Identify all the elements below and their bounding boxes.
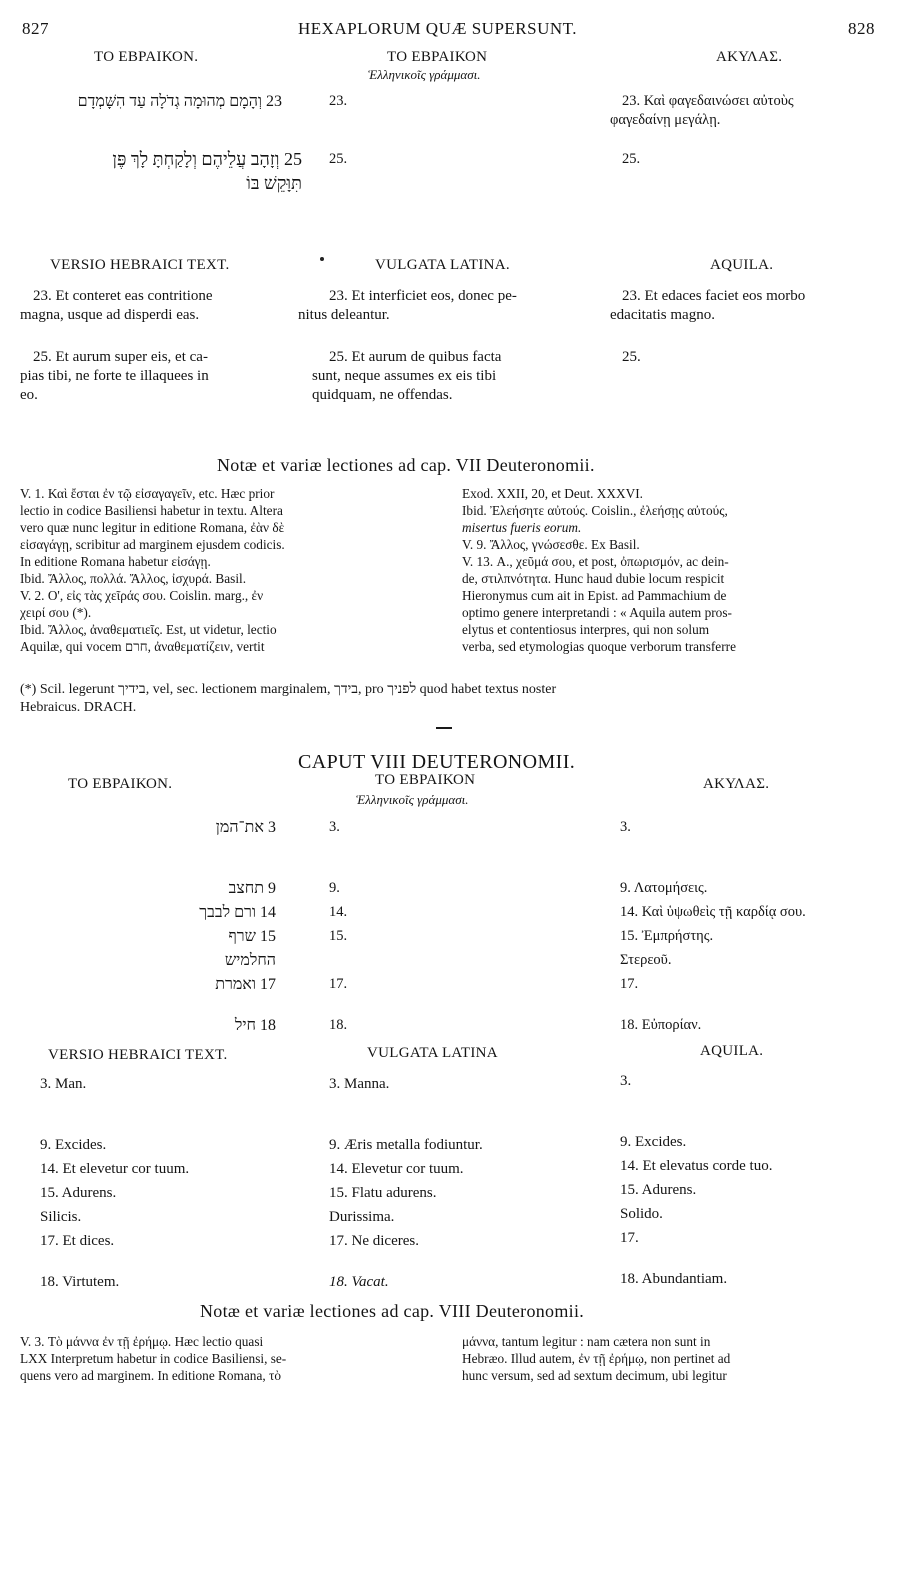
notes-vii-right-column [462, 485, 888, 655]
note-line: V. 2. Ο', εἰς τὰς χεῖράς σου. Coislin. marg., ἐν [20, 588, 264, 603]
column-heading-vulgata: VULGATA LATINA. [375, 257, 510, 273]
column-heading-versio: VERSIO HEBRAICI TEXT. [50, 257, 230, 273]
note-line: εἰσαγάγῃ, scribitur ad marginem ejusdem codicis. [20, 537, 285, 552]
chapter-column-subheading: Ἑλληνικοῖς γράμμασι. [356, 792, 469, 807]
aquila-latin-verse-23-line1: 23. Et edaces faciet eos morbo [622, 288, 806, 304]
chapter-aquila-latin-9: 9. Excides. [620, 1134, 687, 1150]
note-line: V. 1. Καὶ ἔσται ἐν τῷ εἰσαγαγεῖν, etc. Hæc prior [20, 486, 275, 501]
chapter-greek-9: 9. [329, 880, 340, 896]
note-line: V. 3. Τὸ μάννα ἐν τῇ ἐρήμῳ. Hæc lectio quasi [20, 1334, 264, 1349]
chapter-aquila-15: 15. Ἐμπρήστης. [620, 928, 714, 944]
note-line: μάννα, tantum legitur : nam cætera non sunt in [462, 1334, 711, 1349]
note-line: Hebræo. Illud autem, ἐν τῇ ἐρήμῳ, non pertinet ad [462, 1351, 731, 1366]
vulgata-verse-23-line1: 23. Et interficiet eos, donec pe- [329, 288, 517, 304]
note-line: misertus fueris eorum. [462, 520, 582, 535]
chapter-aquila-17: 17. [620, 976, 639, 992]
greek-verse-23: 23. [329, 93, 348, 109]
note-line: elytus et contentiosus interpres, qui non solum [462, 622, 710, 637]
notes-vii-heading: Notæ et variæ lectiones ad cap. VII Deuteronomii. [217, 455, 595, 475]
chapter-aquila-latin-15b: Solido. [620, 1206, 663, 1222]
section-divider [436, 727, 452, 729]
column-heading-hebrew: ΤΟ ΕΒΡΑΙΚΟΝ. [94, 49, 199, 65]
chapter-versio-17: 17. Et dices. [40, 1233, 115, 1249]
note-line: vero quæ nunc legitur in editione Romana, ἐὰν δὲ [20, 520, 285, 535]
chapter-aquila-18: 18. Εὐπορίαν. [620, 1017, 702, 1033]
chapter-vulgata-15: 15. Flatu adurens. [329, 1185, 437, 1201]
chapter-vulgata-15b: Durissima. [329, 1209, 395, 1225]
chapter-versio-9: 9. Excides. [40, 1137, 107, 1153]
notes-viii-left-column [20, 1333, 442, 1384]
chapter-aquila-latin-3: 3. [620, 1073, 632, 1089]
column-heading-aquila-latin: AQUILA. [710, 257, 774, 273]
note-line: de, στιλπνότητα. Hunc haud dubie locum respicit [462, 571, 725, 586]
aquila-verse-23-line2: φαγεδαίνῃ μεγάλῃ. [610, 112, 721, 128]
chapter-versio-15b: Silicis. [40, 1209, 82, 1225]
running-title: HEXAPLORUM QUÆ SUPERSUNT. [298, 19, 578, 38]
chapter-versio-3: 3. Man. [40, 1076, 87, 1092]
page-number-right: 828 [848, 19, 875, 38]
chapter-hebrew-9: 9 תחצב [228, 880, 276, 897]
column-subheading-greek-letters: Ἑλληνικοῖς γράμμασι. [368, 67, 481, 82]
chapter-aquila-latin-15: 15. Adurens. [620, 1182, 697, 1198]
note-line: Ibid. Ἐλεήσητε αὐτούς. Coislin., ἐλεήσῃς αὐτούς, [462, 503, 728, 518]
vulgata-verse-25-line2: sunt, neque assumes ex eis tibi [312, 368, 497, 384]
page-number-left: 827 [22, 19, 49, 38]
note-line: Aquilæ, qui vocem חרם, ἀναθεματίζειν, vertit [20, 639, 265, 654]
chapter-aquila-latin-18: 18. Abundantiam. [620, 1271, 728, 1287]
chapter-hebrew-15: 15 שרף [228, 928, 276, 945]
note-line: verba, sed etymologias quoque verborum transferre [462, 639, 736, 654]
greek-verse-25: 25. [329, 151, 348, 167]
chapter-title: CAPUT VIII DEUTERONOMII. [298, 751, 576, 773]
versio-verse-25-line1: 25. Et aurum super eis, et ca- [33, 349, 208, 365]
versio-verse-23-line2: magna, usque ad disperdi eas. [20, 307, 200, 323]
chapter-aquila-9: 9. Λατομήσεις. [620, 880, 708, 896]
aquila-verse-25: 25. [622, 151, 641, 167]
notes-vii-left-column [20, 485, 442, 655]
chapter-aquila-latin-14: 14. Et elevatus corde tuo. [620, 1158, 773, 1174]
chapter-aquila-3: 3. [620, 819, 631, 835]
note-line: χειρί σου (*). [20, 605, 92, 620]
notes-viii-right-column [462, 1333, 888, 1384]
note-line: Hieronymus cum ait in Epist. ad Pammachium de [462, 588, 727, 603]
chapter-aquila-14: 14. Καὶ ὑψωθεὶς τῇ καρδίᾳ σου. [620, 904, 806, 920]
versio-verse-25-line3: eo. [20, 387, 38, 403]
chapter-versio-15: 15. Adurens. [40, 1185, 117, 1201]
footnote-line-1: (*) Scil. legerunt בידיך, vel, sec. lectionem marginalem, בידך, pro לפניך quod habet textus noster [20, 682, 557, 697]
chapter-greek-17: 17. [329, 976, 348, 992]
chapter-vulgata-9: 9. Æris metalla fodiuntur. [329, 1137, 483, 1153]
chapter-aquila-latin-17: 17. [620, 1230, 639, 1246]
note-line: optimo genere interpretandi : « Aquila autem pros- [462, 605, 732, 620]
chapter-column-heading-hebrew-greek: ΤΟ ΕΒΡΑΙΚΟΝ [375, 772, 476, 788]
chapter-hebrew-17: 17 ואמרת [215, 976, 276, 993]
chapter-column-heading-hebrew: ΤΟ ΕΒΡΑΙΚΟΝ. [68, 776, 173, 792]
aquila-latin-verse-25: 25. [622, 349, 641, 365]
chapter-greek-18: 18. [329, 1017, 348, 1033]
note-line: Ibid. Ἄλλος, ἀναθεματιεῖς. Est, ut videtur, lectio [20, 622, 277, 637]
footnote-line-2: Hebraicus. DRACH. [20, 700, 137, 715]
chapter-column-heading-aquila: ΑΚΥΛΑΣ. [703, 776, 770, 792]
chapter-vulgata-18: 18. Vacat. [329, 1274, 389, 1290]
vulgata-verse-25-line1: 25. Et aurum de quibus facta [329, 349, 502, 365]
chapter-greek-14: 14. [329, 904, 348, 920]
chapter-greek-15: 15. [329, 928, 348, 944]
aquila-verse-23-line1: 23. Καὶ φαγεδαινώσει αὐτοὺς [622, 93, 794, 109]
chapter-versio-18: 18. Virtutem. [40, 1274, 120, 1290]
chapter-greek-3: 3. [329, 819, 340, 835]
chapter-hebrew-14: 14 ורם לבבך [199, 904, 276, 921]
hebrew-verse-25-line1: 25 וְזָהָב עֲלֵיהֶם וְלָקַחְתָּ לָךְ פֶּן [112, 149, 302, 169]
chapter-vulgata-17: 17. Ne diceres. [329, 1233, 419, 1249]
chapter-hebrew-15b: החלמיש [224, 952, 276, 969]
notes-viii-heading: Notæ et variæ lectiones ad cap. VIII Deuteronomii. [200, 1301, 585, 1321]
chapter-hebrew-18: 18 חיל [234, 1017, 276, 1034]
vulgata-verse-25-line3: quidquam, ne offendas. [312, 387, 453, 403]
aquila-latin-verse-23-line2: edacitatis magno. [610, 307, 715, 323]
chapter-latin-heading-aquila: AQUILA. [700, 1043, 764, 1059]
versio-verse-25-line2: pias tibi, ne forte te illaquees in [20, 368, 209, 384]
note-line: V. 9. Ἄλλος, γνώσεσθε. Ex Basil. [462, 537, 640, 552]
chapter-vulgata-14: 14. Elevetur cor tuum. [329, 1161, 464, 1177]
chapter-aquila-15b: Στερεοῦ. [620, 952, 672, 968]
chapter-hebrew-3: 3 את־המן [215, 819, 276, 836]
chapter-latin-heading-versio: VERSIO HEBRAICI TEXT. [48, 1047, 228, 1063]
versio-verse-23-line1: 23. Et conteret eas contritione [33, 288, 213, 304]
vulgata-verse-23-line2: nitus deleantur. [298, 307, 390, 323]
note-line: hunc versum, sed ad sextum decimum, ubi legitur [462, 1368, 727, 1383]
hebrew-verse-23: 23 וְהָמָם מְהוּמָה גְדֹלָה עַד הִשָּׁמְדָם [77, 93, 282, 110]
note-line: Ibid. Ἄλλος, πολλά. Ἄλλος, ἰσχυρά. Basil. [20, 571, 247, 586]
note-line: Exod. XXII, 20, et Deut. XXXVI. [462, 486, 643, 501]
column-heading-aquila: ΑΚΥΛΑΣ. [716, 49, 783, 65]
note-line: In editione Romana habetur εἰσάγῃ. [20, 554, 211, 569]
column-heading-hebrew-greek: ΤΟ ΕΒΡΑΙΚΟΝ [387, 49, 488, 65]
note-line: V. 13. Α., χεῦμά σου, et post, ὀπωρισμόν, ac dein- [462, 554, 729, 569]
chapter-vulgata-3: 3. Manna. [329, 1076, 390, 1092]
note-line: LXX Interpretum habetur in codice Basiliensi, se- [20, 1351, 287, 1366]
chapter-versio-14: 14. Et elevetur cor tuum. [40, 1161, 190, 1177]
note-line: quens vero ad marginem. In editione Romana, τὸ [20, 1368, 281, 1383]
stray-mark [320, 257, 324, 261]
hebrew-verse-25-line2: תִּוָּקֵשׁ בּוֹ [246, 173, 302, 193]
chapter-latin-heading-vulgata: VULGATA LATINA [367, 1045, 498, 1061]
note-line: lectio in codice Basiliensi habetur in textu. Altera [20, 503, 283, 518]
